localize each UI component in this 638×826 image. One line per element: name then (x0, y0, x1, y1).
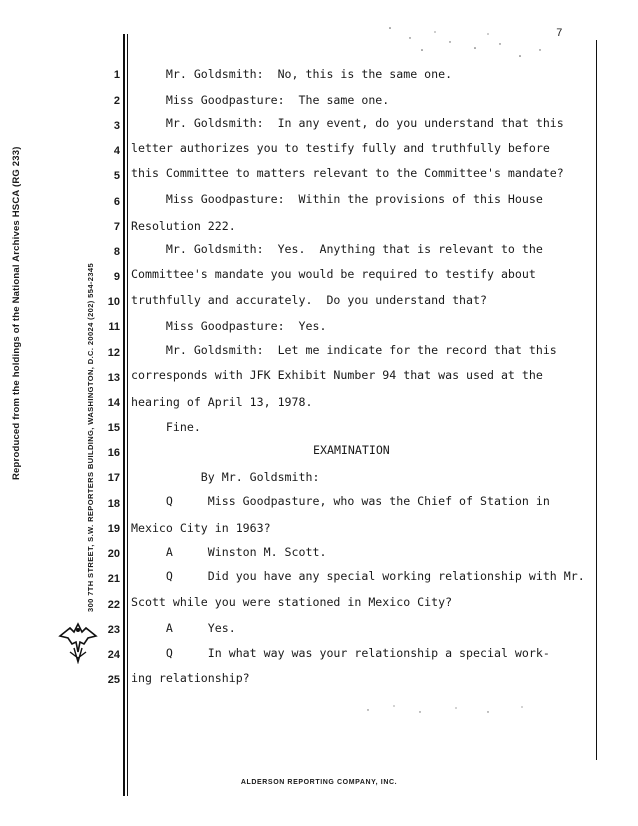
line-number: 2 (113, 95, 120, 107)
archive-note: Reproduced from the holdings of the National Archives HSCA (RG 233) (11, 146, 22, 480)
reporter-address: 300 7TH STREET, S.W. REPORTERS BUILDING, WASHINGTON, D.C. 20024 (202) 554-2345 (86, 262, 95, 612)
transcript-line: Mr. Goldsmith: In any event, do you understand that this (131, 116, 564, 130)
eagle-seal-icon (56, 618, 100, 664)
scan-speckle (360, 700, 550, 720)
transcript-line: By Mr. Goldsmith: (131, 470, 320, 484)
line-number: 3 (113, 120, 120, 132)
line-number: 10 (107, 296, 120, 308)
line-number: 25 (107, 674, 120, 686)
transcript-line: Mexico City in 1963? (131, 521, 271, 535)
line-number: 13 (107, 372, 120, 384)
line-number: 9 (113, 271, 120, 283)
transcript-line: Miss Goodpasture: Yes. (131, 319, 327, 333)
line-number: 1 (113, 69, 120, 81)
line-number: 6 (113, 196, 120, 208)
line-number: 18 (107, 498, 120, 510)
line-number: 21 (107, 573, 120, 585)
transcript-line: A Yes. (131, 621, 236, 635)
page-number: 7 (556, 28, 563, 40)
line-number: 17 (107, 472, 120, 484)
transcript-line: corresponds with JFK Exhibit Number 94 that was used at the (131, 368, 543, 382)
line-number: 7 (113, 221, 120, 233)
line-number: 22 (107, 599, 120, 611)
transcript-line: Q Miss Goodpasture, who was the Chief of Station in (131, 494, 550, 508)
transcript-line: A Winston M. Scott. (131, 545, 327, 559)
transcript-line: Q In what way was your relationship a special work- (131, 646, 550, 660)
transcript-line: ing relationship? (131, 671, 250, 685)
transcript-line: Committee's mandate you would be required to testify about (131, 267, 536, 281)
transcript-line: hearing of April 13, 1978. (131, 395, 313, 409)
line-number: 5 (113, 170, 120, 182)
line-number: 15 (107, 422, 120, 434)
scan-speckle (380, 20, 560, 70)
line-number: 11 (108, 321, 120, 333)
transcript-line: Scott while you were stationed in Mexico City? (131, 595, 453, 609)
line-number: 16 (107, 447, 120, 459)
transcript-line: truthfully and accurately. Do you understand that? (131, 293, 487, 307)
left-margin-rule-inner (127, 34, 128, 796)
transcript-line: Mr. Goldsmith: Yes. Anything that is relevant to the (131, 242, 543, 256)
transcript-line: letter authorizes you to testify fully and truthfully before (131, 141, 550, 155)
footer-company: ALDERSON REPORTING COMPANY, INC. (240, 779, 398, 786)
section-heading: EXAMINATION (313, 443, 390, 457)
line-number: 23 (107, 624, 120, 636)
line-number: 4 (113, 145, 120, 157)
transcript-line: Miss Goodpasture: The same one. (131, 93, 390, 107)
transcript-line: Miss Goodpasture: Within the provisions of this House (131, 192, 543, 206)
transcript-line: Q Did you have any special working relationship with Mr. (131, 569, 585, 583)
line-number: 24 (107, 649, 120, 661)
right-margin-rule (596, 40, 597, 760)
transcript-line: this Committee to matters relevant to the Committee's mandate? (131, 166, 564, 180)
line-number: 14 (107, 397, 120, 409)
transcript-line: Fine. (131, 420, 201, 434)
line-number: 12 (107, 347, 120, 359)
line-number: 19 (107, 523, 120, 535)
transcript-line: Mr. Goldsmith: No, this is the same one. (131, 67, 453, 81)
transcript-line: Mr. Goldsmith: Let me indicate for the record that this (131, 343, 557, 357)
line-number: 20 (107, 548, 120, 560)
transcript-line: Resolution 222. (131, 219, 236, 233)
line-number: 8 (113, 246, 120, 258)
left-margin-rule (123, 34, 125, 796)
